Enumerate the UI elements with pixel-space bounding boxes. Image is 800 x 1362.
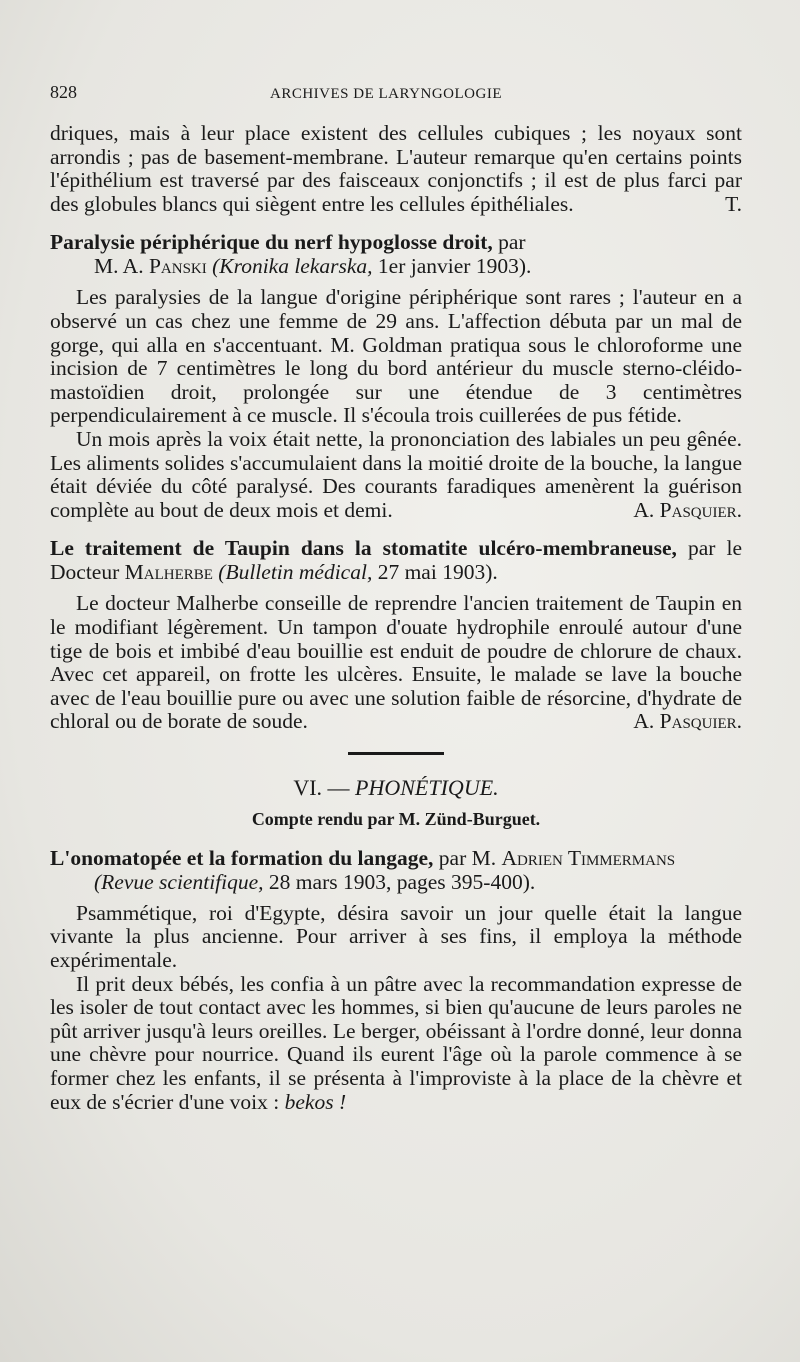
article-title-taupin: Le traitement de Taupin dans la stomatite ulcéro-membraneuse, bbox=[50, 536, 677, 561]
article-date-hypoglosse: 1er janvier 1903). bbox=[377, 254, 532, 279]
continued-paragraph bbox=[50, 122, 742, 216]
journal-title: ARCHIVES DE LARYNGOLOGIE bbox=[270, 86, 502, 102]
page-number: 828 bbox=[50, 82, 77, 102]
paragraph-onomatopee-1: Psammétique, roi d'Egypte, désira savoir un jour quelle était la langue vivante la plus ancienne. Pour arriver à ses fins, il employa la méthode expérimentale. bbox=[50, 900, 742, 973]
signature-pasquier-1: A. Pasquier. bbox=[633, 497, 742, 522]
article-date-onomatopee: 28 mars 1903, pages 395-400). bbox=[268, 869, 536, 894]
article-author-panski: M. A. Panski bbox=[94, 254, 207, 279]
quote-bekos: bekos ! bbox=[284, 1089, 347, 1114]
signature-pasquier-2: A. Pasquier. bbox=[633, 709, 742, 734]
section-title: PHONÉTIQUE. bbox=[355, 774, 499, 800]
article-source-bulletin: (Bulletin médical, bbox=[218, 560, 373, 585]
paragraph-taupin-1-text: Le docteur Malherbe conseille de reprendre l'ancien traitement de Taupin en le modifiant légèrement. Un tampon d'ouate hydrophile enroulé autour d'une tige de bois et imbibé d'eau bouillie est enduit de poudre de chlorure de chaux. Avec cet appareil, on frotte les ulcères. Ensuite, le malade se lave la bouche avec de l'eau bouillie pure ou avec une solution faible de résorcine, d'hydrate de chloral ou de borate de soude. bbox=[50, 591, 742, 734]
article-by-m: par M. bbox=[438, 845, 497, 870]
paragraph-onomatopee-2-text: Il prit deux bébés, les confia à un pâtre avec la recommandation expresse de les isoler de tout contact avec les hommes, si bien qu'aucune de leurs paroles ne pût arriver jusqu'à leurs oreilles. Le berger, obéissant à l'ordre donné, leur donna une chèvre pour nourrice. Quand ils eurent l'âge où la parole commence à se former chez les enfants, il se présenta à l'improviste à la place de la chèvre et eux de s'écrier d'une voix : bbox=[50, 971, 742, 1114]
section-heading bbox=[50, 775, 742, 801]
article-title-hypoglosse: Paralysie périphérique du nerf hypoglosse droit, bbox=[50, 230, 493, 255]
section-number: VI. — bbox=[293, 774, 350, 800]
article-title-onomatopee: L'onomatopée et la formation du langage, bbox=[50, 845, 434, 870]
section-rule bbox=[348, 752, 444, 755]
continued-text: driques, mais à leur place existent des cellules cubiques ; les noyaux sont arrondis ; pas de basement-membrane. L'auteur remarque qu'en certains points l'épithélium est traversé par des faisceaux conjonctifs ; il est de plus farci par des globules blancs qui siègent entre les cellules épithéliales. bbox=[50, 121, 742, 216]
running-head bbox=[50, 82, 742, 116]
article-heading-hypoglosse bbox=[50, 230, 742, 278]
article-by: par bbox=[498, 230, 526, 255]
article-source-kronika: (Kronika lekarska, bbox=[212, 254, 373, 279]
section-subtitle: Compte rendu par M. Zünd-Burguet. bbox=[251, 808, 541, 829]
article-source-revue: (Revue scientifique, bbox=[94, 869, 264, 894]
paragraph-hypoglosse-2-text: Un mois après la voix était nette, la prononciation des labiales un peu gênée. Les aliments solides s'accumulaient dans la moitié droite de la bouche, la langue était déviée du côté paralysé. Des courants faradiques amenèrent la guérison complète au bout de deux mois et demi. bbox=[50, 426, 742, 522]
article-heading-taupin bbox=[50, 536, 742, 584]
paragraph-taupin-1 bbox=[50, 592, 742, 734]
article-heading-onomatopee bbox=[50, 846, 742, 894]
article-author-malherbe: Malherbe bbox=[124, 560, 213, 585]
paragraph-onomatopee-2 bbox=[50, 973, 742, 1115]
article-author-timmermans: Adrien Timmermans bbox=[501, 845, 676, 870]
paragraph-hypoglosse-2 bbox=[50, 428, 742, 522]
signature-t: T. bbox=[725, 191, 742, 216]
paragraph-hypoglosse-1: Les paralysies de la langue d'origine périphérique sont rares ; l'auteur en a observé un cas chez une femme de 29 ans. L'affection débuta par un mal de gorge, qui alla en s'accentuant. M. Goldman pratiqua sous le chloroforme une incision de 7 centimètres le long du bord antérieur du muscle sterno-cléido-mastoïdien droit, prolongée sur une étendue de 3 centimètres perpendiculairement à ce muscle. Il s'écoula trois cuillerées de pus fétide. bbox=[50, 285, 742, 428]
article-by-doctor: par le Docteur bbox=[50, 536, 742, 585]
article-date-taupin: 27 mai 1903). bbox=[377, 560, 498, 585]
